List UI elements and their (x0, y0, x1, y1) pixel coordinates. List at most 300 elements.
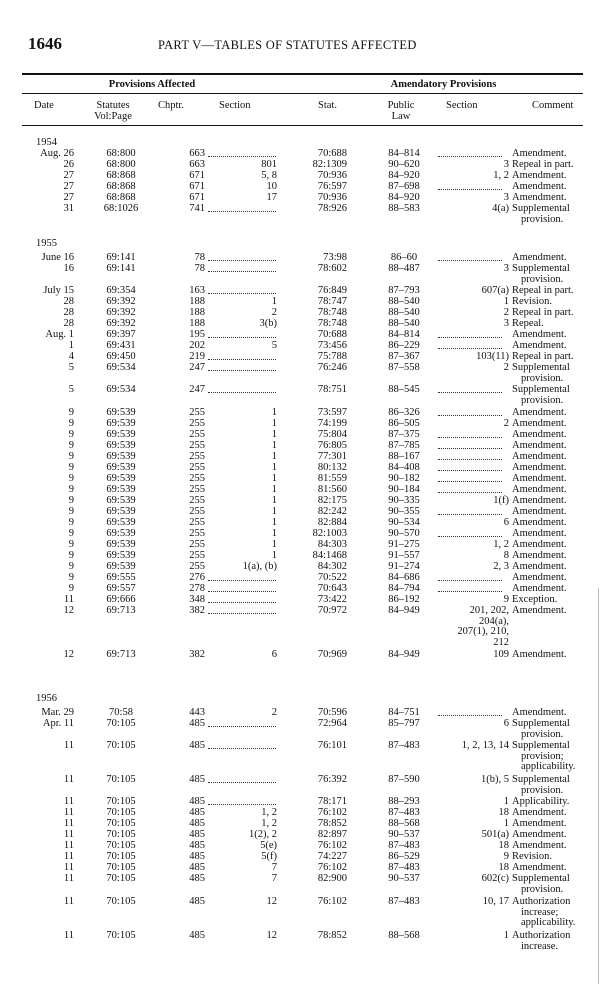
amend-section-cell: 9 (503, 594, 509, 605)
stat-cell: 76:101 (317, 740, 347, 751)
chapter-cell: 255 (189, 429, 205, 440)
stat-cell: 70:969 (317, 649, 347, 660)
stat-cell: 75:804 (317, 429, 347, 440)
amend-section-cell (457, 606, 509, 648)
chapter-cell: 485 (189, 851, 205, 862)
stat-cell: 73:422 (317, 594, 347, 605)
chapter-cell: 188 (189, 318, 205, 329)
date-cell: 9 (68, 506, 74, 517)
statutes-vol-page-cell: 70:105 (106, 718, 136, 729)
section-cell: 1(2), 2 (249, 829, 277, 840)
section-cell: 10 (266, 181, 277, 192)
stat-cell: 76:597 (317, 181, 347, 192)
statutes-vol-page-cell: 70:105 (106, 862, 136, 873)
public-law-cell: 85–797 (388, 718, 420, 729)
statutes-vol-page-cell: 68:800 (106, 148, 136, 159)
comment-cell (512, 452, 592, 463)
comment-cell (512, 819, 592, 830)
comment-cell (512, 650, 592, 661)
year-heading: 1956 (36, 693, 57, 704)
date-cell: 12 (63, 605, 74, 616)
stat-cell: 78:926 (317, 203, 347, 214)
amend-section-cell: 1, 2 (493, 539, 509, 550)
chapter-cell: 382 (189, 605, 205, 616)
comment-cell (512, 719, 592, 740)
chapter-cell: 188 (189, 307, 205, 318)
stat-cell: 78:748 (317, 318, 347, 329)
statutes-vol-page-cell: 68:800 (106, 159, 136, 170)
amend-section-leader-dash (438, 330, 502, 338)
comment-cell (512, 160, 592, 171)
comment-cell (512, 474, 592, 485)
comment-text: Supplemental (512, 718, 570, 729)
comment-cell (512, 341, 592, 352)
comment-text: Amendment. (512, 506, 567, 517)
section-cell: 1 (271, 296, 277, 307)
date-cell: 28 (63, 307, 74, 318)
comment-cell (512, 264, 592, 285)
stat-cell: 70:522 (317, 572, 347, 583)
comment-cell (512, 874, 592, 895)
amend-section-leader-dash (438, 463, 502, 471)
public-law-cell: 91–274 (388, 561, 420, 572)
amend-section-cell: 3 (503, 192, 509, 203)
amend-section-leader-dash (438, 341, 502, 349)
amend-section-cell: 2 (503, 418, 509, 429)
chapter-cell: 348 (189, 594, 205, 605)
stat-cell: 70:643 (317, 583, 347, 594)
stat-cell: 76:392 (317, 774, 347, 785)
amend-section-cell: 1, 2 (493, 170, 509, 181)
amend-section-cell: 1 (503, 930, 509, 941)
date-cell: 9 (68, 528, 74, 539)
chapter-cell: 485 (189, 818, 205, 829)
comment-cell (512, 171, 592, 182)
chapter-cell: 276 (189, 572, 205, 583)
comment-cell (512, 897, 592, 929)
amend-section-cell: 3 (503, 263, 509, 274)
amend-section-leader-dash (438, 529, 502, 537)
section-leader-dash (208, 797, 276, 805)
amend-section-cell: 18 (498, 840, 509, 851)
comment-text: Supplemental (512, 740, 570, 751)
public-law-cell: 88–540 (388, 307, 420, 318)
public-law-cell: 87–483 (388, 896, 420, 907)
statutes-vol-page-cell: 69:141 (106, 263, 136, 274)
date-cell: 28 (63, 318, 74, 329)
statutes-vol-page-cell: 69:539 (106, 561, 136, 572)
chapter-cell: 255 (189, 484, 205, 495)
amend-section-cell: 10, 17 (482, 896, 509, 907)
chapter-cell: 382 (189, 649, 205, 660)
amend-section-line: 201, 202, (469, 605, 509, 616)
chapter-column-header: Chptr. (158, 100, 184, 111)
section-leader-dash (208, 573, 276, 581)
public-law-cell: 90–537 (388, 873, 420, 884)
comment-text: Repeal in part. (512, 159, 574, 170)
comment-text: Amendment. (512, 528, 567, 539)
comment-continuation: provision. (521, 784, 564, 796)
comment-cell (512, 193, 592, 204)
stat-cell: 78:171 (317, 796, 347, 807)
chapter-cell: 78 (194, 263, 205, 274)
date-cell: 9 (68, 583, 74, 594)
amend-section-leader-dash (438, 253, 502, 261)
comment-text: Amendment. (512, 170, 567, 181)
comment-text: Supplemental (512, 384, 570, 395)
section-leader-dash (208, 584, 276, 592)
comment-continuation: provision. (521, 273, 564, 285)
chapter-cell: 485 (189, 796, 205, 807)
section-cell: 1 (271, 451, 277, 462)
comment-text: Supplemental (512, 263, 570, 274)
stat-cell: 82:175 (317, 495, 347, 506)
comment-cell (512, 308, 592, 319)
stat-cell: 84:303 (317, 539, 347, 550)
date-cell: June 16 (41, 252, 74, 263)
statutes-vol-page-cell: 69:666 (106, 594, 136, 605)
date-cell: 16 (63, 263, 74, 274)
stat-cell: 76:102 (317, 896, 347, 907)
statutes-vol-page-cell: 69:539 (106, 495, 136, 506)
comment-cell (512, 419, 592, 430)
comment-text: Amendment. (512, 192, 567, 203)
statutes-vol-page-cell: 70:105 (106, 807, 136, 818)
comment-continuation: provision. (521, 213, 564, 225)
amend-section-cell: 103(11) (476, 351, 509, 362)
date-cell: 9 (68, 407, 74, 418)
public-law-cell: 90–534 (388, 517, 420, 528)
date-cell: 27 (63, 170, 74, 181)
chapter-cell: 255 (189, 418, 205, 429)
section-leader-dash (208, 775, 276, 783)
amend-section-leader-dash (438, 452, 502, 460)
comment-text: Revision. (512, 851, 552, 862)
chapter-cell: 255 (189, 473, 205, 484)
section-cell: 1 (271, 484, 277, 495)
public-law-cell: 84–408 (388, 462, 420, 473)
comment-text: Amendment. (512, 418, 567, 429)
comment-text: Repeal in part. (512, 285, 574, 296)
stat-cell: 77:301 (317, 451, 347, 462)
stat-cell: 70:596 (317, 707, 347, 718)
stat-cell: 82:1309 (312, 159, 347, 170)
statutes-vol-page-cell: 69:539 (106, 484, 136, 495)
comment-cell (512, 863, 592, 874)
stat-cell: 78:852 (317, 818, 347, 829)
public-law-cell: 90–335 (388, 495, 420, 506)
chapter-cell: 663 (189, 159, 205, 170)
amend-section-cell: 109 (493, 649, 509, 660)
amend-section-cell: 607(a) (481, 285, 509, 296)
provisions-affected-heading: Provisions Affected (108, 79, 196, 90)
comment-text: Amendment. (512, 484, 567, 495)
date-cell: Mar. 29 (41, 707, 74, 718)
comment-text: Amendment. (512, 451, 567, 462)
public-law-cell: 90–182 (388, 473, 420, 484)
comment-continuation: increase; (521, 906, 559, 918)
public-law-cell: 87–483 (388, 840, 420, 851)
statutes-vol-page-cell: 69:392 (106, 307, 136, 318)
chapter-cell: 255 (189, 506, 205, 517)
section-leader-dash (208, 330, 276, 338)
stat-cell: 76:102 (317, 862, 347, 873)
chapter-cell: 485 (189, 840, 205, 851)
stat-cell: 70:688 (317, 148, 347, 159)
stat-cell: 76:805 (317, 440, 347, 451)
date-cell: 1 (68, 340, 74, 351)
chapter-cell: 78 (194, 252, 205, 263)
amend-section-leader-dash (438, 149, 502, 157)
public-law-cell: 87–793 (388, 285, 420, 296)
year-heading: 1954 (36, 137, 57, 148)
chapter-cell: 485 (189, 873, 205, 884)
stat-cell: 72:964 (317, 718, 347, 729)
amend-section-cell: 2, 3 (493, 561, 509, 572)
public-law-cell: 87–483 (388, 862, 420, 873)
statutes-vol-page-cell: 69:539 (106, 528, 136, 539)
section-cell: 1(a), (b) (242, 561, 277, 572)
statutes-vol-page-cell: 68:1026 (103, 203, 139, 214)
amend-section-leader-dash (438, 441, 502, 449)
comment-text: Amendment. (512, 707, 567, 718)
statutes-vol-page-cell: 69:539 (106, 517, 136, 528)
public-law-column-header-line1: Public (387, 100, 415, 111)
amend-section-leader-dash (438, 385, 502, 393)
amend-section-cell: 3 (503, 318, 509, 329)
chapter-cell: 671 (189, 192, 205, 203)
comment-cell (512, 741, 592, 773)
amend-section-cell: 1(b), 5 (481, 774, 509, 785)
comment-cell (512, 297, 592, 308)
date-cell: 11 (63, 740, 74, 751)
comment-text: Amendment. (512, 517, 567, 528)
running-title: PART V—TABLES OF STATUTES AFFECTED (158, 38, 417, 52)
public-law-cell: 86–229 (388, 340, 420, 351)
chapter-cell: 255 (189, 440, 205, 451)
date-cell: 12 (63, 649, 74, 660)
section-leader-dash (208, 741, 276, 749)
date-cell: 11 (63, 873, 74, 884)
section-cell: 1 (271, 550, 277, 561)
public-law-cell: 87–375 (388, 429, 420, 440)
comment-text: Repeal in part. (512, 351, 574, 362)
stat-cell: 78:748 (317, 307, 347, 318)
comment-cell (512, 319, 592, 330)
chapter-cell: 485 (189, 930, 205, 941)
date-cell: Aug. 1 (45, 329, 74, 340)
public-law-cell: 84–794 (388, 583, 420, 594)
chapter-cell: 485 (189, 718, 205, 729)
comment-text: Amendment. (512, 807, 567, 818)
amend-section-cell: 6 (503, 517, 509, 528)
date-cell: 27 (63, 192, 74, 203)
chapter-cell: 255 (189, 517, 205, 528)
statutes-vol-page-cell: 69:397 (106, 329, 136, 340)
stat-cell: 82:900 (317, 873, 347, 884)
stat-cell: 82:884 (317, 517, 347, 528)
amend-section-column-header: Section (446, 100, 478, 111)
date-cell: 31 (63, 203, 74, 214)
statutes-vol-page-cell: 68:868 (106, 192, 136, 203)
stat-cell: 70:936 (317, 170, 347, 181)
stat-cell: 82:242 (317, 506, 347, 517)
amend-section-leader-dash (438, 430, 502, 438)
public-law-cell: 90–184 (388, 484, 420, 495)
amend-section-cell: 2 (503, 362, 509, 373)
public-law-cell: 88–540 (388, 296, 420, 307)
year-heading: 1955 (36, 238, 57, 249)
stat-cell: 81:559 (317, 473, 347, 484)
comment-cell (512, 540, 592, 551)
amend-section-leader-dash (438, 182, 502, 190)
date-cell: 9 (68, 418, 74, 429)
amend-section-cell: 8 (503, 550, 509, 561)
statutes-vol-page-cell: 69:539 (106, 429, 136, 440)
stat-cell: 78:751 (317, 384, 347, 395)
statutes-vol-page-cell: 70:105 (106, 774, 136, 785)
chapter-cell: 255 (189, 451, 205, 462)
date-cell: 9 (68, 539, 74, 550)
chapter-cell: 195 (189, 329, 205, 340)
date-cell: 4 (68, 351, 74, 362)
section-cell: 7 (271, 873, 277, 884)
section-cell: 17 (266, 192, 277, 203)
amend-section-leader-dash (438, 708, 502, 716)
amend-section-cell: 18 (498, 862, 509, 873)
amend-section-cell: 1 (503, 818, 509, 829)
comment-text: Amendment. (512, 818, 567, 829)
section-leader-dash (208, 264, 276, 272)
section-cell: 1 (271, 418, 277, 429)
statutes-vol-page-cell: 69:450 (106, 351, 136, 362)
chapter-cell: 485 (189, 896, 205, 907)
public-law-cell: 90–570 (388, 528, 420, 539)
section-leader-dash (208, 595, 276, 603)
statutes-vol-page-cell: 69:557 (106, 583, 136, 594)
comment-cell (512, 149, 592, 160)
section-cell: 1 (271, 440, 277, 451)
amend-section-cell: 1 (503, 296, 509, 307)
section-cell: 7 (271, 862, 277, 873)
comment-cell (512, 797, 592, 808)
chapter-cell: 278 (189, 583, 205, 594)
comment-text: Amendment. (512, 495, 567, 506)
amend-section-leader-dash (438, 408, 502, 416)
stat-cell: 78:747 (317, 296, 347, 307)
statutes-vol-page-cell: 70:105 (106, 740, 136, 751)
statutes-vol-page-cell: 70:105 (106, 796, 136, 807)
date-cell: 9 (68, 473, 74, 484)
section-cell: 1 (271, 528, 277, 539)
date-cell: 9 (68, 572, 74, 583)
comment-cell (512, 441, 592, 452)
comment-continuation: increase. (521, 940, 559, 952)
statutes-vol-page-cell: 69:539 (106, 451, 136, 462)
comment-cell (512, 204, 592, 225)
public-law-cell: 90–355 (388, 506, 420, 517)
comment-cell (512, 931, 592, 952)
chapter-cell: 247 (189, 384, 205, 395)
comment-cell (512, 463, 592, 474)
comment-cell (512, 551, 592, 562)
comment-text: Amendment. (512, 561, 567, 572)
amend-section-leader-dash (438, 474, 502, 482)
public-law-cell: 84–949 (388, 605, 420, 616)
comment-cell (512, 518, 592, 529)
comment-cell (512, 430, 592, 441)
chapter-cell: 255 (189, 539, 205, 550)
stat-cell: 76:849 (317, 285, 347, 296)
date-cell: 11 (63, 840, 74, 851)
date-cell: 11 (63, 930, 74, 941)
stat-cell: 70:972 (317, 605, 347, 616)
public-law-cell: 90–537 (388, 829, 420, 840)
date-cell: Aug. 26 (40, 148, 74, 159)
public-law-cell: 87–483 (388, 807, 420, 818)
chapter-cell: 485 (189, 807, 205, 818)
comment-cell (512, 363, 592, 384)
public-law-cell: 88–568 (388, 818, 420, 829)
date-cell: 27 (63, 181, 74, 192)
comment-text: Exception. (512, 594, 558, 605)
date-cell: 11 (63, 796, 74, 807)
stat-cell: 81:560 (317, 484, 347, 495)
public-law-cell: 86–60 (390, 252, 418, 263)
amend-section-cell: 1 (503, 796, 509, 807)
statutes-vol-page-cell: 69:539 (106, 539, 136, 550)
stat-cell: 78:852 (317, 930, 347, 941)
section-cell: 5 (271, 340, 277, 351)
stat-cell: 76:102 (317, 840, 347, 851)
amend-section-cell: 1, 2, 13, 14 (461, 740, 509, 751)
date-cell: 11 (63, 807, 74, 818)
section-cell: 12 (266, 930, 277, 941)
statutes-vol-page-cell: 69:539 (106, 473, 136, 484)
comment-cell (512, 507, 592, 518)
public-law-cell: 84–814 (388, 148, 420, 159)
stat-cell: 76:246 (317, 362, 347, 373)
public-law-cell: 87–367 (388, 351, 420, 362)
comment-cell (512, 253, 592, 264)
statutes-vol-page-cell: 69:539 (106, 506, 136, 517)
statutes-vol-page-cell: 69:539 (106, 550, 136, 561)
public-law-cell: 86–326 (388, 407, 420, 418)
section-leader-dash (208, 204, 276, 212)
chapter-cell: 255 (189, 528, 205, 539)
amend-section-cell: 3 (503, 159, 509, 170)
comment-text: Amendment. (512, 840, 567, 851)
date-cell: 11 (63, 829, 74, 840)
section-cell: 2 (271, 307, 277, 318)
public-law-cell: 84–920 (388, 192, 420, 203)
comment-text: Supplemental (512, 362, 570, 373)
statutes-vol-page-cell: 69:539 (106, 407, 136, 418)
public-law-cell: 91–557 (388, 550, 420, 561)
public-law-cell: 88–167 (388, 451, 420, 462)
statutes-vol-page-cell: 69:392 (106, 318, 136, 329)
statutes-column-header-line1: Statutes (96, 100, 130, 111)
comment-text: Amendment. (512, 252, 567, 263)
comment-continuation: applicability. (521, 761, 576, 772)
date-cell: 11 (63, 862, 74, 873)
section-cell: 1, 2 (261, 807, 277, 818)
stat-cell: 76:102 (317, 807, 347, 818)
public-law-cell: 88–540 (388, 318, 420, 329)
public-law-cell: 88–293 (388, 796, 420, 807)
public-law-column-header-line2: Law (391, 111, 411, 122)
date-cell: 9 (68, 550, 74, 561)
